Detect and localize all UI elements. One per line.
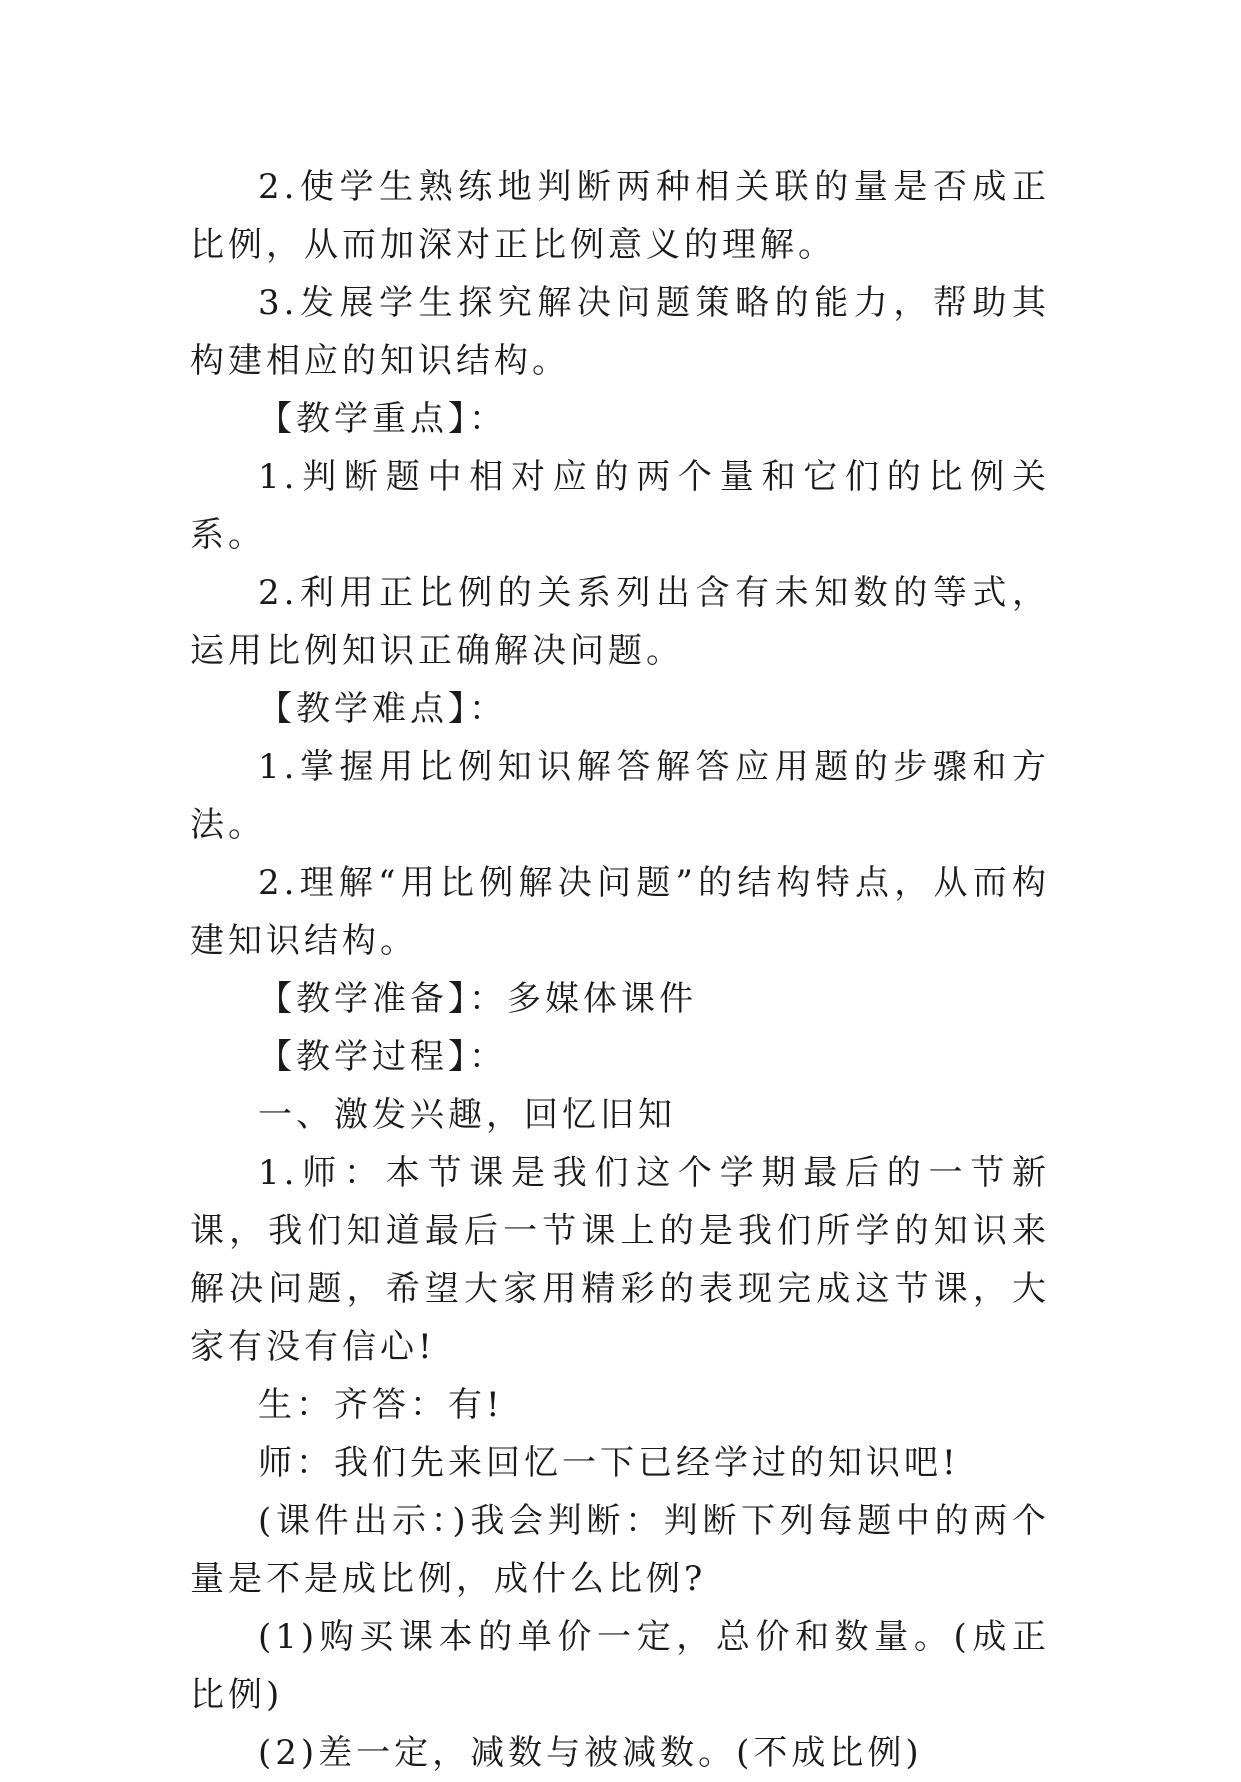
paragraph-teacher-intro: 1.师：本节课是我们这个学期最后的一节新课，我们知道最后一节课上的是我们所学的知识来解决问题，希望大家用精彩的表现完成这节课，大家有没有信心!: [190, 1153, 1050, 1367]
paragraph-key-point-1: 1.判断题中相对应的两个量和它们的比例关系。: [190, 457, 1050, 555]
paragraph-difficulty-2: 2.理解“用比例解决问题”的结构特点，从而构建知识结构。: [190, 863, 1050, 961]
heading-preparation: 【教学准备】：多媒体课件: [258, 979, 697, 1019]
paragraph-question-2: (2)差一定，减数与被减数。(不成比例): [258, 1733, 923, 1773]
paragraph-difficulty-1: 1.掌握用比例知识解答解答应用题的步骤和方法。: [190, 747, 1050, 845]
paragraph-objective-3: 3.发展学生探究解决问题策略的能力，帮助其构建相应的知识结构。: [190, 283, 1050, 381]
heading-key-points: 【教学重点】：: [258, 399, 507, 439]
paragraph-question-1: (1)购买课本的单价一定，总价和数量。(成正比例): [190, 1617, 1050, 1715]
paragraph-objective-2: 2.使学生熟练地判断两种相关联的量是否成正比例，从而加深对正比例意义的理解。: [190, 167, 1050, 265]
paragraph-courseware: (课件出示：)我会判断：判断下列每题中的两个量是不是成比例，成什么比例?: [190, 1501, 1050, 1599]
paragraph-key-point-2: 2.利用正比例的关系列出含有未知数的等式，运用比例知识正确解决问题。: [190, 573, 1050, 671]
paragraph-teacher-review: 师：我们先来回忆一下已经学过的知识吧!: [258, 1443, 960, 1483]
paragraph-student-answer: 生：齐答：有!: [258, 1385, 504, 1425]
heading-difficulties: 【教学难点】：: [258, 689, 507, 729]
section-heading-1: 一、激发兴趣，回忆旧知: [258, 1095, 676, 1135]
heading-process: 【教学过程】：: [258, 1037, 507, 1077]
document-page: [190, 158, 1050, 1782]
